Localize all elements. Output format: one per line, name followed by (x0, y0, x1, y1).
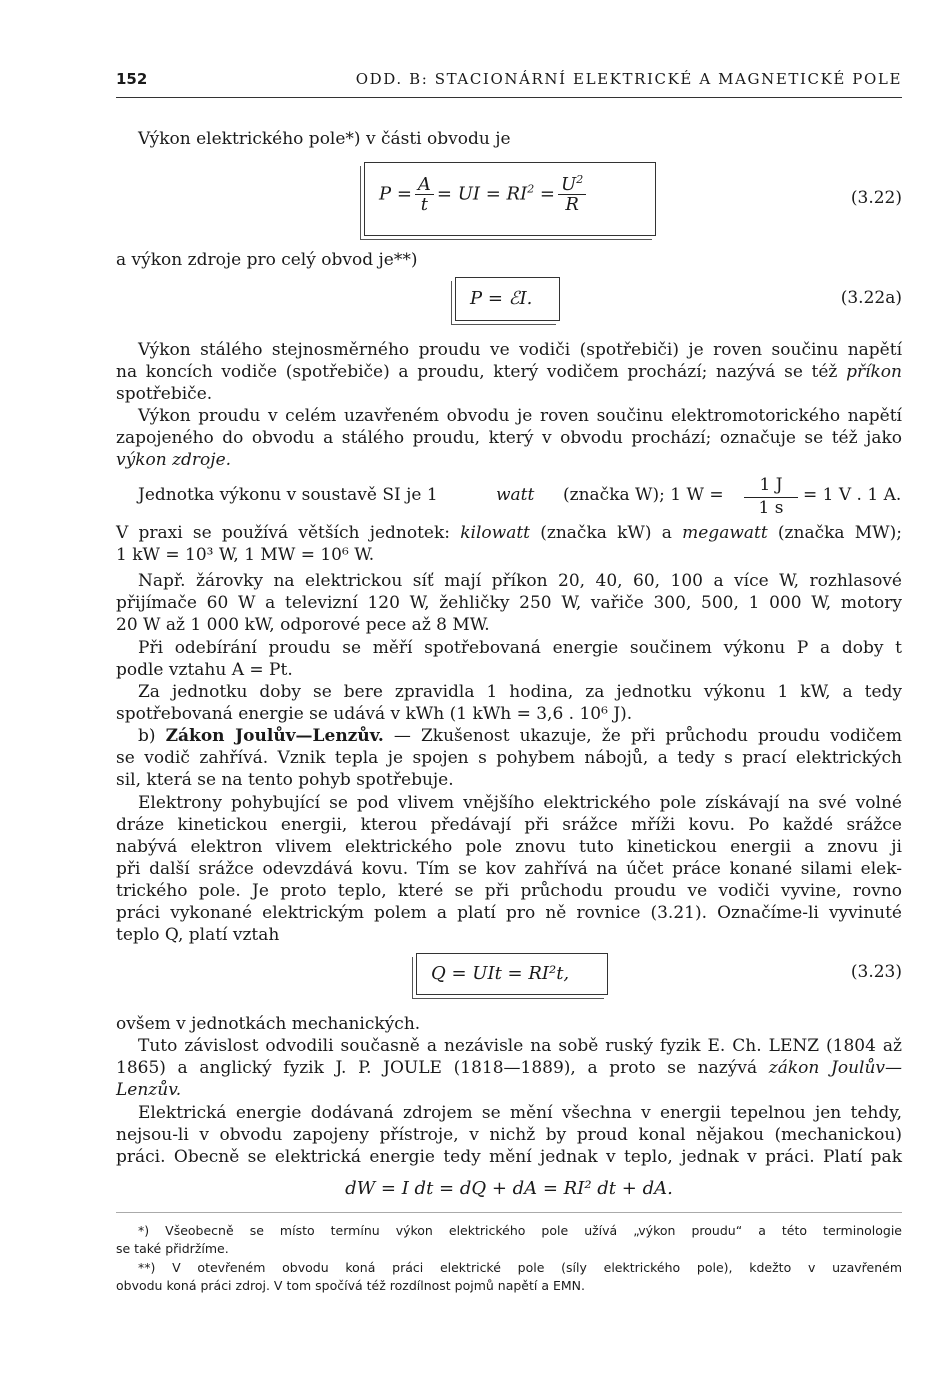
display-equation: dW = I dt = dQ + dA = RI² dt + dA. (345, 1178, 673, 1199)
text-line: 20 W až 1 000 kW, odporové pece až 8 MW. (116, 615, 490, 635)
text-line: Např. žárovky na elektrickou síť mají příkon 20, 40, 60, 100 a více W, rozhlasové (138, 571, 902, 591)
equation-number: (3.22) (850, 188, 902, 208)
text-line: Výkon elektrického pole*) v části obvodu je (138, 129, 511, 149)
running-header (116, 70, 902, 94)
text-line: dráze kinetickou energii, kterou předávají při srážce mříži kovu. Po každé srážce (116, 815, 902, 835)
text-line: Lenzův. (116, 1080, 182, 1100)
text-line: podle vztahu A = Pt. (116, 660, 293, 680)
running-title: ODD. B: STACIONÁRNÍ ELEKTRICKÉ A MAGNETICKÉ POLE (355, 70, 902, 88)
footnote-2: **) V otevřeném obvodu koná práci elektrické pole (síly elektrického pole), kdežto v uzavřeném (138, 1260, 902, 1275)
text-line: zapojeného do obvodu a stálého proudu, který v obvodu prochází; označuje se též jako (116, 428, 902, 448)
text-line: na koncích vodiče (spotřebiče) a proudu, který vodičem prochází; nazývá se též příkon (116, 362, 902, 382)
text-line: 1865) a anglický fyzik J. P. JOULE (1818—1889), a proto se nazývá zákon Joulův— (116, 1058, 903, 1078)
section-heading-line: b) Zákon Joulův—Lenzův. — Zkušenost ukazuje, že při průchodu proudu vodičem (138, 726, 902, 746)
equation-3-23: Q = UIt = RI²t, (431, 963, 570, 984)
text-line: se vodič zahřívá. Vznik tepla je spojen s pohybem nábojů, a tedy s prací elektrických (116, 748, 902, 768)
text-line: Elektrická energie dodávaná zdrojem se mění všechna v energii tepelnou jen tehdy, (138, 1103, 902, 1123)
text-line: V praxi se používá větších jednotek: kilowatt (značka kW) a megawatt (značka MW); (116, 523, 903, 543)
text-line: ovšem v jednotkách mechanických. (116, 1014, 421, 1034)
footnote-2-cont: obvodu koná práci zdroj. V tom spočívá též rozdílnost pojmů napětí a EMN. (116, 1278, 585, 1293)
text-line-unit-definition: Jednotka výkonu v soustavě SI je 1 watt (značka W); 1 W = 1 J 1 s = 1 V . 1 A. (138, 475, 902, 518)
footnote-1: *) Všeobecně se místo termínu výkon elektrického pole užívá „výkon proudu“ a této terminologie (138, 1223, 902, 1238)
text-line: spotřebovaná energie se udává v kWh (1 kWh = 3,6 . 10⁶ J). (116, 704, 633, 724)
text-line: výkon zdroje. (116, 450, 232, 470)
text-line: teplo Q, platí vztah (116, 925, 280, 945)
equation-number: (3.23) (850, 962, 902, 982)
text-line: trického pole. Je proto teplo, které se při průchodu proudu ve vodiči vyvine, rovno (116, 881, 902, 901)
text-line: Elektrony pohybující se pod vlivem vnějšího elektrického pole získávají na své volné (138, 793, 902, 813)
text-line: Za jednotku doby se bere zpravidla 1 hodina, za jednotku výkonu 1 kW, a tedy (138, 682, 902, 702)
equation-box-3-22 (364, 162, 656, 236)
header-rule (116, 97, 902, 98)
text-line: sil, která se na tento pohyb spotřebuje. (116, 770, 454, 790)
text-line: nejsou-li v obvodu zapojeny přístroje, v nichž by proud konal nějakou (mechanickou) (116, 1125, 902, 1145)
footnote-1-cont: se také přidržíme. (116, 1241, 229, 1256)
text-line: nabývá elektron vlivem elektrického pole znovu tuto kinetickou energii a znovu ji (116, 837, 902, 857)
footnote-rule (116, 1212, 902, 1213)
text-line: Výkon proudu v celém uzavřeném obvodu je roven součinu elektromotorického napětí (138, 406, 902, 426)
text-line: 1 kW = 10³ W, 1 MW = 10⁶ W. (116, 545, 375, 565)
text-line: Při odebírání proudu se měří spotřebovaná energie součinem výkonu P a doby t (138, 638, 902, 658)
text-line: práci. Obecně se elektrická energie tedy mění jednak v teplo, jednak v práci. Platí pak (116, 1147, 902, 1167)
equation-box-3-22a (455, 277, 560, 321)
equation-box-3-23 (416, 953, 608, 995)
text-line: spotřebiče. (116, 384, 213, 404)
text-line: a výkon zdroje pro celý obvod je**) (116, 250, 418, 270)
page-number: 152 (116, 70, 148, 88)
text-line: přijímače 60 W a televizní 120 W, žehličky 250 W, vařiče 300, 500, 1 000 W, motory (116, 593, 902, 613)
equation-number: (3.22a) (840, 288, 902, 308)
equation-3-22a: P = ℰI. (470, 288, 533, 309)
text-line: práci vykonané elektrickým polem a platí pro ně rovnice (3.21). Označíme-li vyvinuté (116, 903, 902, 923)
text-line: při další srážce odevzdává kovu. Tím se kov zahřívá na účet práce konané silami elek- (116, 859, 902, 879)
equation-3-22: P = $\frac{A}{t}$ = UI = $RI^2$ = $\frac{U^2}{R}$ (379, 175, 589, 214)
section-heading: Zákon Joulův—Lenzův. (165, 726, 384, 746)
text-line: Výkon stálého stejnosměrného proudu ve vodiči (spotřebiči) je roven součinu napětí (138, 340, 902, 360)
text-line: Tuto závislost odvodili současně a nezávisle na sobě ruský fyzik E. Ch. LENZ (1804 až (138, 1036, 902, 1056)
